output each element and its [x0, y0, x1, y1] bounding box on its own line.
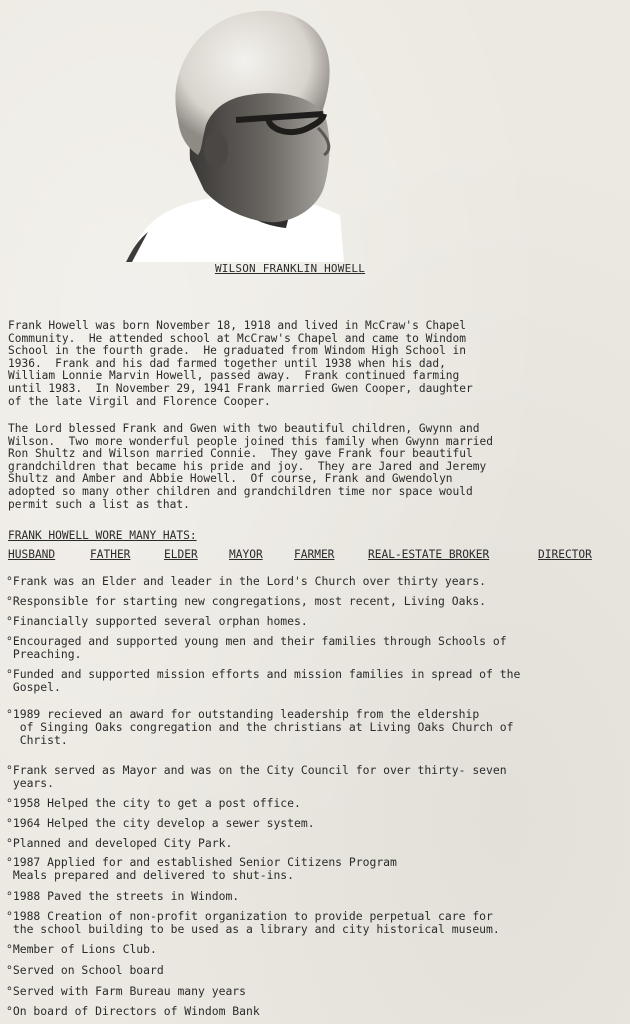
- list-item: °Responsible for starting new congregations, most recent, Living Oaks.: [6, 594, 487, 608]
- role-mayor: MAYOR: [229, 548, 263, 561]
- list-item: °1988 Creation of non-profit organization to provide perpetual care for the school building to be used as a library and city historical museum.: [6, 909, 500, 936]
- hats-heading: FRANK HOWELL WORE MANY HATS:: [8, 529, 197, 542]
- list-item: °1964 Helped the city develop a sewer system.: [6, 816, 315, 830]
- portrait-photo: [118, 0, 358, 262]
- list-item: °Frank served as Mayor and was on the City Council for over thirty- seven years.: [6, 763, 507, 790]
- list-item: °Member of Lions Club.: [6, 942, 157, 956]
- role-elder: ELDER: [164, 548, 198, 561]
- role-farmer: FARMER: [294, 548, 335, 561]
- list-item: °1989 recieved an award for outstanding leadership from the eldership of Singing Oaks congregation and the christians at Living Oaks Church of Christ.: [6, 707, 514, 747]
- list-item: °Funded and supported mission efforts and mission families in spread of the Gospel.: [6, 667, 521, 694]
- list-item: °Encouraged and supported young men and their families through Schools of Preaching.: [6, 634, 507, 661]
- list-item: °On board of Directors of Windom Bank: [6, 1004, 260, 1018]
- role-father: FATHER: [90, 548, 131, 561]
- roles-row: [0, 548, 630, 562]
- list-item: °Frank was an Elder and leader in the Lord's Church over thirty years.: [6, 574, 487, 588]
- list-item: °Planned and developed City Park.: [6, 836, 233, 850]
- biography-paragraph-2: The Lord blessed Frank and Gwen with two beautiful children, Gwynn and Wilson. Two more wonderful people joined this family when Gwynn married Ron Shultz and Wilson married Connie. They gave Frank four beautiful grandchildren that became his pride and joy. They are Jared and Jeremy Shultz and Amber and Abbie Howell. Of course, Frank and Gwendolyn adopted so many other children and grandchildren time nor space would permit such a list as that.: [8, 422, 493, 511]
- list-item: °1987 Applied for and established Senior Citizens Program Meals prepared and delivered to shut-ins.: [6, 855, 397, 882]
- list-item: °1988 Paved the streets in Windom.: [6, 889, 240, 903]
- list-item: °Served on School board: [6, 963, 164, 977]
- list-item: °Financially supported several orphan homes.: [6, 614, 308, 628]
- role-husband: HUSBAND: [8, 548, 56, 561]
- portrait-caption: WILSON FRANKLIN HOWELL: [214, 262, 366, 275]
- list-item: °1958 Helped the city to get a post office.: [6, 796, 301, 810]
- role-real-estate-broker: REAL-ESTATE BROKER: [368, 548, 490, 561]
- role-director: DIRECTOR: [538, 548, 592, 561]
- biography-paragraph-1: Frank Howell was born November 18, 1918 and lived in McCraw's Chapel Community. He attended school at McCraw's Chapel and came to Windom School in the fourth grade. He graduated from Windom High School in 1936. Frank and his dad farmed together until 1938 when his dad, William Lonnie Marvin Howell, passed away. Frank continued farming until 1983. In November 29, 1941 Frank married Gwen Cooper, daughter of the late Virgil and Florence Cooper.: [8, 319, 473, 408]
- list-item: °Served with Farm Bureau many years: [6, 984, 247, 998]
